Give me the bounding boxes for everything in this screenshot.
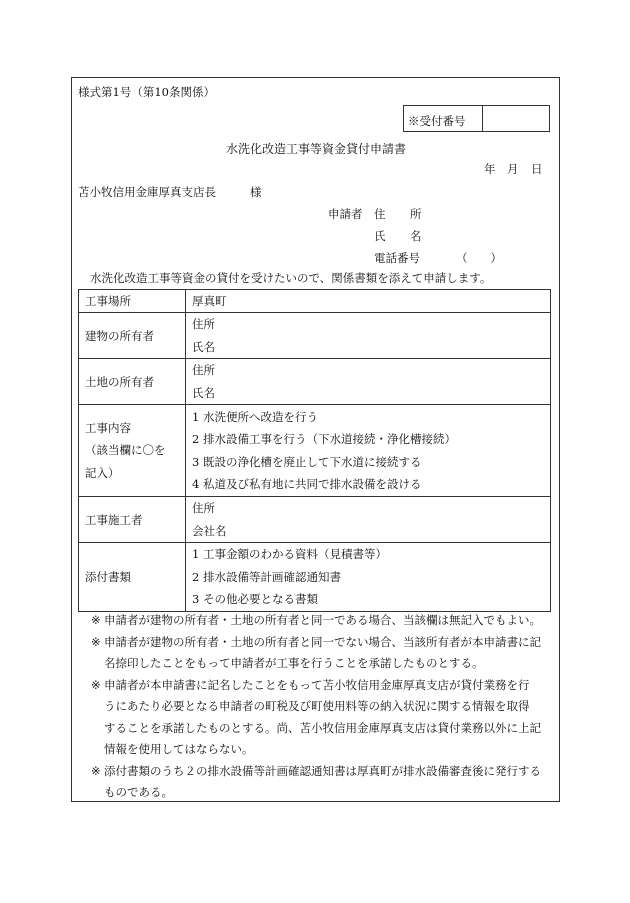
table-row [79,290,551,313]
work-content-cell[interactable] [186,405,551,497]
work-item: 3 既設の浄化槽を廃止して下水道に接続する [192,454,422,469]
contractor-address: 住所 [192,501,215,515]
attachment-item: 1 工事金額のわかる資料（見積書等） [192,547,387,562]
attachment-item: 3 その他必要となる書類 [192,592,318,607]
note-item [91,761,553,804]
site-label: 工事場所 [79,290,186,313]
table-row [79,543,551,612]
note-mark: ※ [91,634,101,649]
land-owner-label: 土地の所有者 [79,359,186,405]
land-owner-name: 氏名 [192,385,215,400]
applicant-address-c1: 住 [374,207,386,221]
form-title: 水洗化改造工事等資金貸付申請書 [226,142,407,156]
note-line: ものである。 [104,785,173,799]
work-label-line: 工事内容 [85,420,131,435]
addressee-honorific: 様 [250,185,262,199]
applicant-name-c2: 名 [410,229,422,243]
note-item [91,610,553,632]
form-number: 様式第1号（第10条関係） [78,85,215,99]
land-owner-address: 住所 [192,363,215,377]
addressee-name: 苫小牧信用金庫厚真支店長 [78,185,216,199]
table-row [79,497,551,543]
contractor-cell[interactable] [186,497,551,543]
date-day: 日 [531,162,543,176]
work-label-line: 記入） [85,465,120,480]
table-row [79,313,551,359]
note-line: 申請者が建物の所有者・土地の所有者と同一でない場合、当該所有者が本申請書に記 [104,634,541,649]
note-mark: ※ [91,677,101,692]
contractor-label: 工事施工者 [79,497,186,543]
work-item: 4 私道及び私有地に共同で排水設備を設ける [192,477,422,491]
receipt-number-label: ※受付番号 [408,114,466,128]
table-row [79,405,551,497]
note-line: することを承諾したものとする。尚、苫小牧信用金庫厚真支店は貸付業務以外に上記 [104,720,541,735]
note-line: 情報を使用してはならない。 [104,742,254,756]
building-owner-label: 建物の所有者 [79,313,186,359]
receipt-number-box [403,105,550,132]
attachment-item: 2 排水設備等計画確認通知書 [192,569,341,584]
work-item: 1 水洗便所へ改造を行う [192,409,318,424]
date-month: 月 [507,162,519,176]
application-table [78,289,551,612]
note-item [91,675,553,761]
note-line: 名捺印したことをもって申請者が工事を行うことを承諾したものとする。 [104,656,484,670]
site-value[interactable]: 厚真町 [186,290,551,313]
attachments-label: 添付書類 [79,543,186,612]
table-row [79,359,551,405]
date-year: 年 [484,162,496,176]
note-line: うにあたり必要となる申請者の町税及び町使用料等の納入状況に関する情報を取得 [104,699,530,713]
notes-section [91,610,553,804]
note-line: 申請者が本申請書に記名したことをもって苫小牧信用金庫厚真支店が貸付業務を行 [104,677,530,692]
contractor-company: 会社名 [192,523,227,538]
building-owner-cell[interactable] [186,313,551,359]
note-line: 申請者が建物の所有者・土地の所有者と同一である場合、当該欄は無記入でもよい。 [104,613,541,627]
work-label-line: （該当欄に〇を [85,443,166,458]
building-owner-address: 住所 [192,317,215,331]
intro-text: 水洗化改造工事等資金の貸付を受けたいので、関係書類を添えて申請します。 [90,271,492,285]
receipt-divider [482,106,483,131]
note-mark: ※ [91,763,101,778]
applicant-label: 申請者 [328,207,363,221]
land-owner-cell[interactable] [186,359,551,405]
applicant-phone-label: 電話番号 [374,251,420,265]
applicant-phone-paren: （ ） [456,251,502,265]
attachments-cell [186,543,551,612]
applicant-address-c2: 所 [410,207,422,221]
note-item [91,632,553,675]
work-content-label [79,405,186,497]
note-mark: ※ [91,613,101,627]
work-item: 2 排水設備工事を行う（下水道接続・浄化槽接続） [192,432,456,446]
applicant-name-c1: 氏 [374,229,386,243]
note-line: 添付書類のうち２の排水設備等計画確認通知書は厚真町が排水設備審査後に発行する [104,763,541,778]
building-owner-name: 氏名 [192,339,215,354]
